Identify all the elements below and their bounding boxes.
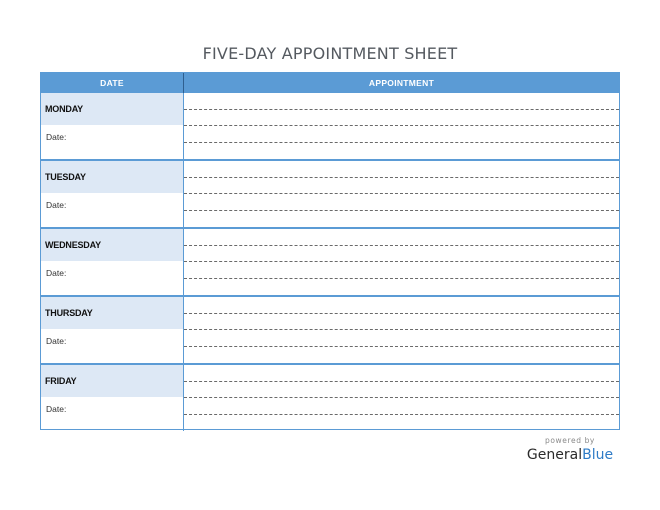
appointment-line[interactable] (184, 365, 619, 382)
day-row-wednesday (41, 228, 619, 296)
appointment-line[interactable] (184, 126, 619, 143)
date-field[interactable]: Date: (46, 404, 67, 414)
day-cell (41, 296, 184, 364)
appointment-line[interactable] (184, 297, 619, 314)
day-name: FRIDAY (41, 365, 183, 397)
appointment-cell (184, 296, 620, 364)
brand-logo[interactable] (520, 436, 620, 463)
page-title: FIVE-DAY APPOINTMENT SHEET (202, 44, 458, 63)
appointment-line[interactable] (184, 143, 619, 160)
day-cell (41, 160, 184, 228)
appointment-grid (41, 73, 619, 431)
day-cell (41, 93, 184, 160)
appointment-line[interactable] (184, 93, 619, 110)
appointment-line[interactable] (184, 229, 619, 246)
appointment-line[interactable] (184, 382, 619, 399)
appointment-line[interactable] (184, 398, 619, 415)
day-row-tuesday (41, 160, 619, 228)
header-date: DATE (41, 73, 184, 93)
brand-name-part1: General (526, 447, 583, 463)
day-name: MONDAY (41, 93, 183, 125)
appointment-cell (184, 93, 620, 160)
appointment-line[interactable] (184, 279, 619, 296)
day-row-thursday (41, 296, 619, 364)
appointment-line[interactable] (184, 314, 619, 331)
powered-by-text: powered by (545, 436, 595, 445)
appointment-line[interactable] (184, 178, 619, 195)
header-appointment: APPOINTMENT (184, 73, 620, 93)
appointment-line[interactable] (184, 194, 619, 211)
brand-name-part2: Blue (582, 447, 614, 463)
appointment-line[interactable] (184, 211, 619, 228)
day-row-monday (41, 93, 619, 160)
date-field[interactable]: Date: (46, 132, 67, 142)
appointment-table (40, 72, 620, 430)
appointment-cell (184, 160, 620, 228)
day-row-friday (41, 364, 619, 431)
appointment-line[interactable] (184, 262, 619, 279)
day-name: THURSDAY (41, 297, 183, 329)
appointment-line[interactable] (184, 161, 619, 178)
day-cell (41, 364, 184, 431)
appointment-cell (184, 364, 620, 431)
date-field[interactable]: Date: (46, 200, 67, 210)
date-field[interactable]: Date: (46, 268, 67, 278)
generalblue-logo (520, 447, 620, 463)
day-cell (41, 228, 184, 296)
appointment-line[interactable] (184, 347, 619, 364)
appointment-line[interactable] (184, 110, 619, 127)
appointment-line[interactable] (184, 246, 619, 263)
date-field[interactable]: Date: (46, 336, 67, 346)
appointment-line[interactable] (184, 330, 619, 347)
table-header-row (41, 73, 619, 93)
appointment-cell (184, 228, 620, 296)
day-name: TUESDAY (41, 161, 183, 193)
appointment-line[interactable] (184, 415, 619, 432)
day-name: WEDNESDAY (41, 229, 183, 261)
